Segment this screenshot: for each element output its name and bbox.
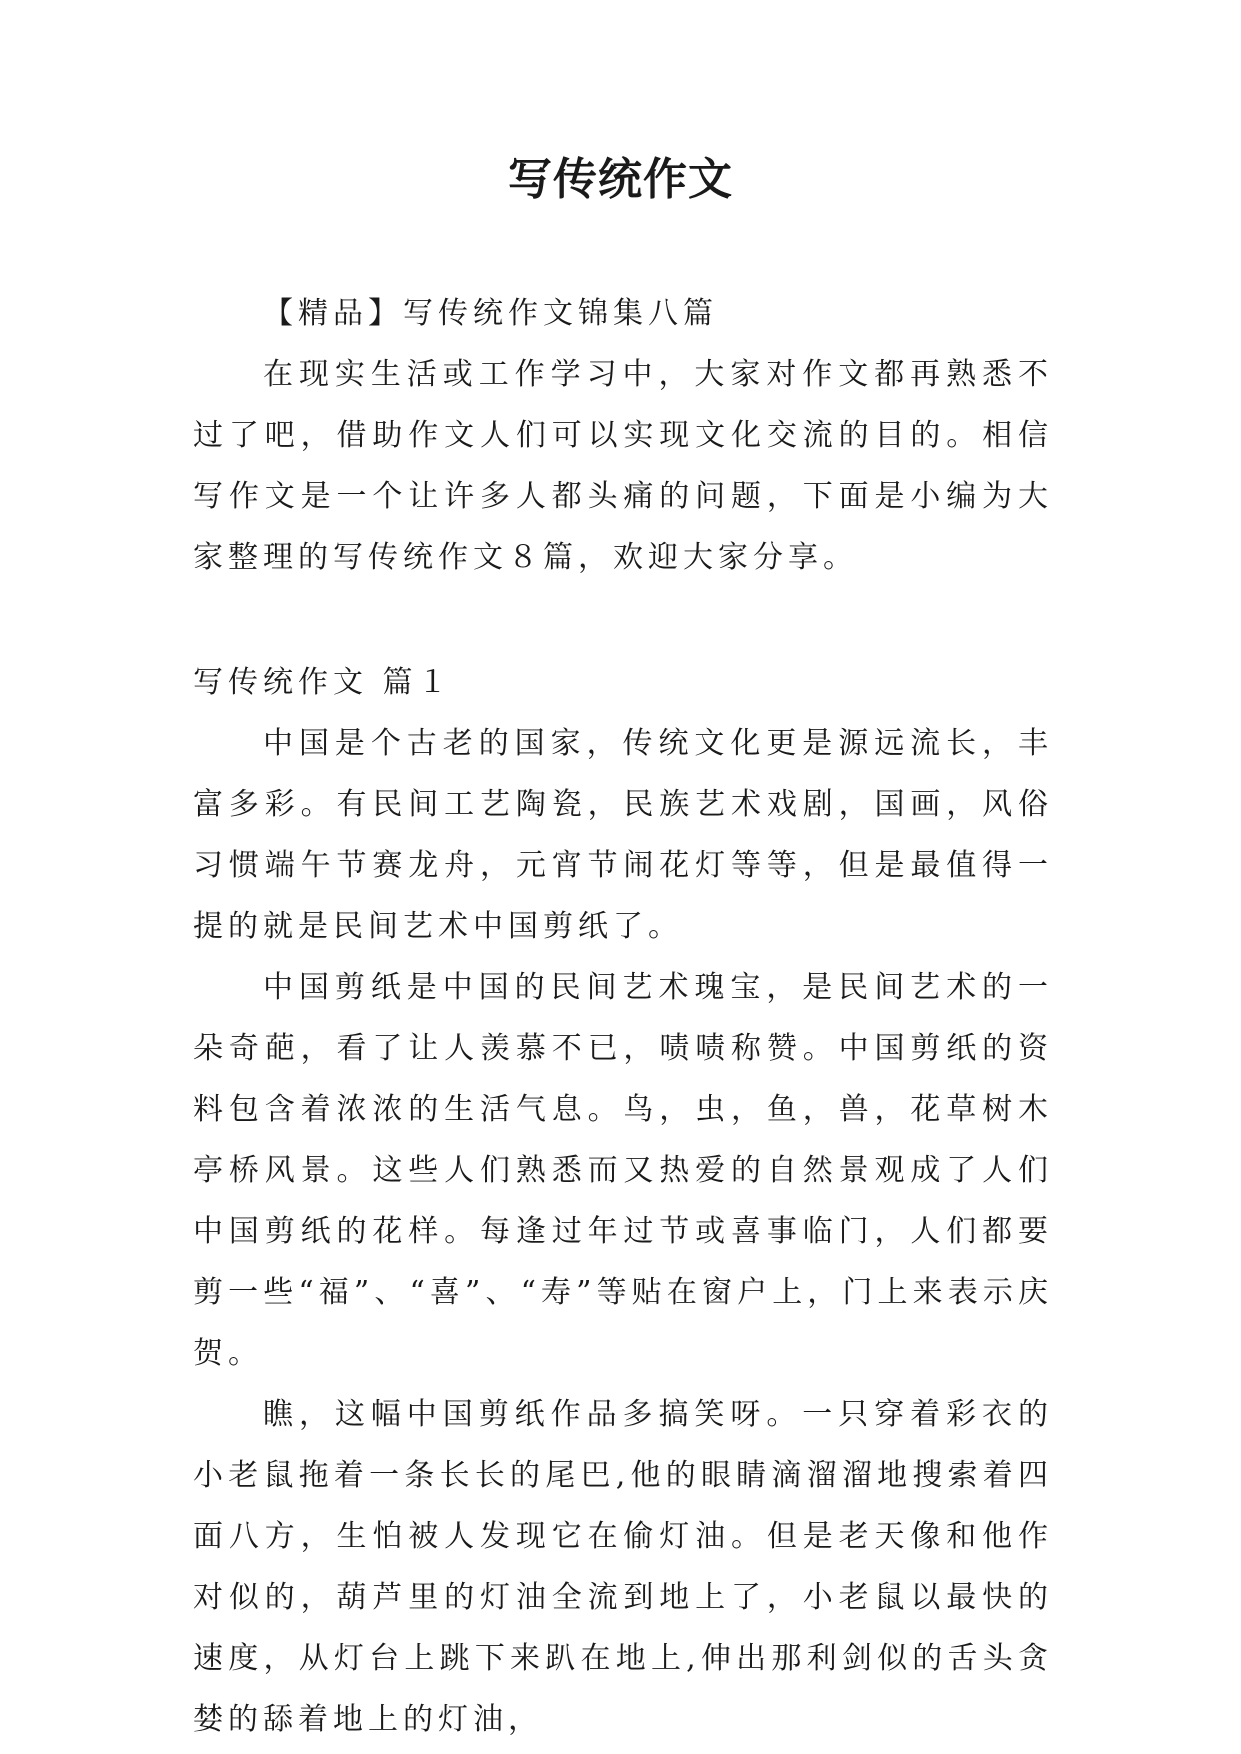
intro-paragraph: 在现实生活或工作学习中，大家对作文都再熟悉不过了吧，借助作文人们可以实现文化交流的目的。相信写作文是一个让许多人都头痛的问题，下面是小编为大家整理的写传统作文８篇，欢迎大家分享。	[193, 357, 1053, 575]
document-subtitle: 【精品】写传统作文锦集八篇	[263, 296, 718, 331]
body-paragraph: 中国剪纸是中国的民间艺术瑰宝，是民间艺术的一朵奇葩，看了让人羡慕不已，啧啧称赞。中国剪纸的资料包含着浓浓的生活气息。鸟，虫，鱼，兽，花草树木亭桥风景。这些人们熟悉而又热爱的自然景观成了人们中国剪纸的花样。每逢过年过节或喜事临门，人们都要剪一些“福”、“喜”、“寿”等贴在窗户上，门上来表示庆贺。	[193, 970, 1053, 1371]
body-paragraph: 中国是个古老的国家，传统文化更是源远流长，丰富多彩。有民间工艺陶瓷，民族艺术戏剧，国画，风俗习惯端午节赛龙舟，元宵节闹花灯等等，但是最值得一提的就是民间艺术中国剪纸了。	[193, 726, 1053, 944]
document-body	[193, 283, 1053, 1750]
body-paragraph: 瞧，这幅中国剪纸作品多搞笑呀。一只穿着彩衣的小老鼠拖着一条长长的尾巴,他的眼睛滴溜溜地搜索着四面八方，生怕被人发现它在偷灯油。但是老天像和他作对似的，葫芦里的灯油全流到地上了，小老鼠以最快的速度，从灯台上跳下来趴在地上,伸出那利剑似的舌头贪婪的舔着地上的灯油，	[193, 1397, 1053, 1737]
section-heading: 写传统作文 篇１	[193, 665, 453, 700]
document-title: 写传统作文	[508, 154, 733, 205]
